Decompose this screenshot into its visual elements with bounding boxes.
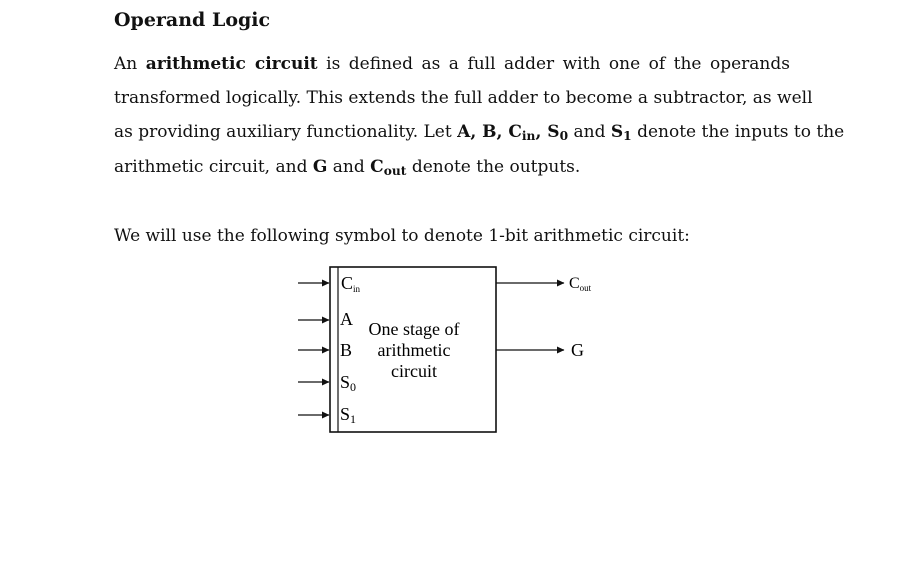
term-arithmetic-circuit: arithmetic circuit [145, 54, 318, 74]
paragraph-line-2 [114, 81, 813, 115]
symbol-subscript: 0 [559, 128, 569, 143]
block-text-line-3: circuit [391, 361, 437, 381]
input-label-s1: S1 [340, 404, 357, 426]
symbol-subscript: 1 [623, 128, 632, 143]
symbol-letter: S [610, 122, 624, 142]
text-run: denote the outputs. [406, 157, 581, 177]
input-label-s0: S0 [340, 372, 357, 394]
symbol-letter: S [547, 122, 560, 142]
paragraph-line-1 [114, 47, 790, 81]
block-text-line-2: arithmetic [377, 340, 451, 360]
text-run: denote the inputs to the [631, 122, 845, 142]
input-label-b: B [340, 340, 353, 360]
symbol-cout [370, 157, 406, 177]
symbol-cin [508, 122, 535, 142]
text-run: and [327, 157, 371, 177]
symbol-s0 [547, 122, 568, 142]
input-label-a: A [340, 309, 353, 329]
symbol-subscript: out [383, 163, 407, 178]
input-label-cin: Cin [341, 273, 361, 294]
separator: , [535, 122, 548, 142]
symbol-letter: C [508, 122, 522, 142]
output-label-g: G [571, 340, 584, 360]
symbol-s1 [611, 122, 632, 142]
section-heading: Operand Logic [114, 9, 271, 31]
separator: , [496, 122, 509, 142]
text-run: and [568, 122, 611, 142]
output-label-cout: Cout [569, 275, 592, 293]
block-text-line-1: One stage of [368, 319, 460, 339]
text-run: transformed logically. This extends the full adder to become a subtractor, as well [114, 88, 813, 108]
definition-paragraph [114, 47, 845, 185]
text-run: as providing auxiliary functionality. Let [114, 122, 458, 142]
separator: , [470, 122, 483, 142]
symbol-b: B [482, 122, 497, 142]
text-run: is defined as a full adder with one of the operands [317, 54, 790, 74]
paragraph-line-3 [114, 115, 845, 150]
symbol-letter: C [370, 157, 384, 177]
text-run: arithmetic circuit, and [114, 157, 313, 177]
text-run: An [114, 54, 146, 74]
arithmetic-circuit-symbol [290, 258, 620, 438]
symbol-intro-paragraph: We will use the following symbol to denote 1-bit arithmetic circuit: [114, 226, 690, 246]
paragraph-line-4 [114, 150, 790, 185]
symbol-a: A [457, 122, 471, 142]
symbol-g: G [312, 157, 328, 177]
symbol-subscript: in [521, 128, 536, 143]
